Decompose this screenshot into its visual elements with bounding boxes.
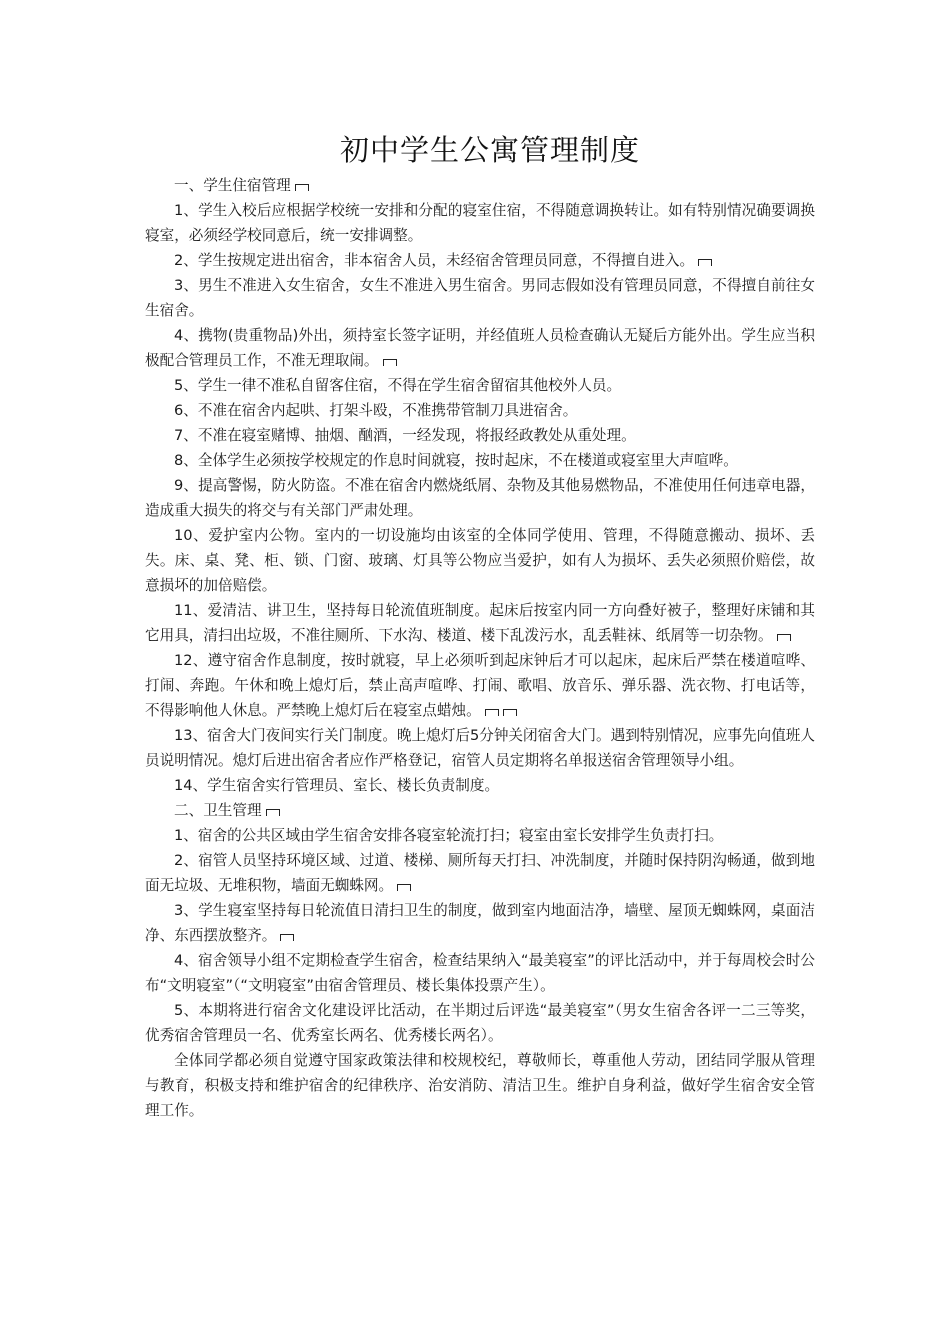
paragraph-mark-icon — [503, 709, 517, 716]
paragraph — [145, 598, 815, 648]
paragraph-text: 4、携物(贵重物品)外出，须持室长签字证明，并经值班人员检查确认无疑后方能外出。学生应当积极配合管理员工作，不准无理取闹。 — [145, 327, 815, 369]
paragraph-text: 9、提高警惕，防火防盗。不准在宿舍内燃烧纸屑、杂物及其他易燃物品，不准使用任何违章电器，造成重大损失的将交与有关部门严肃处理。 — [145, 477, 815, 519]
paragraph-text: 3、学生寝室坚持每日轮流值日清扫卫生的制度，做到室内地面洁净，墙壁、屋顶无蜘蛛网，桌面洁净、东西摆放整齐。 — [145, 902, 815, 944]
paragraph — [145, 273, 815, 323]
paragraph — [145, 898, 815, 948]
paragraph-mark-icon — [698, 259, 712, 266]
paragraph-text: 4、宿舍领导小组不定期检查学生宿舍，检查结果纳入“最美寝室”的评比活动中，并于每周校会时公布“文明寝室”（“文明寝室”由宿舍管理员、楼长集体投票产生）。 — [145, 952, 815, 994]
paragraph-text: 10、爱护室内公物。室内的一切设施均由该室的全体同学使用、管理，不得随意搬动、损坏、丢失。床、桌、凳、柜、锁、门窗、玻璃、灯具等公物应当爱护，如有人为损坏、丢失必须照价赔偿，故意损坏的加倍赔偿。 — [145, 527, 815, 594]
paragraph-text: 5、本期将进行宿舍文化建设评比活动，在半期过后评选“最美寝室”（男女生宿舍各评一二三等奖，优秀宿舍管理员一名、优秀室长两名、优秀楼长两名）。 — [145, 1002, 815, 1044]
paragraph — [145, 798, 815, 823]
paragraph-text: 6、不准在宿舍内起哄、打架斗殴，不准携带管制刀具进宿舍。 — [174, 402, 578, 419]
document-title: 初中学生公寓管理制度 — [339, 133, 640, 167]
paragraph — [145, 648, 815, 723]
paragraph-text: 1、宿舍的公共区域由学生宿舍安排各寝室轮流打扫；寝室由室长安排学生负责打扫。 — [174, 827, 724, 844]
paragraph — [145, 823, 815, 848]
paragraph — [145, 173, 815, 198]
paragraph-text: 全体同学都必须自觉遵守国家政策法律和校规校纪，尊敬师长，尊重他人劳动，团结同学服从管理与教育，积极支持和维护宿舍的纪律秩序、治安消防、清洁卫生。维护自身利益，做好学生宿舍安全管理工作。 — [145, 1052, 815, 1119]
document-body — [145, 173, 815, 1123]
paragraph — [145, 523, 815, 598]
paragraph — [145, 198, 815, 248]
paragraph — [145, 773, 815, 798]
paragraph-text: 5、学生一律不准私自留客住宿，不得在学生宿舍留宿其他校外人员。 — [174, 377, 622, 394]
paragraph — [145, 248, 815, 273]
paragraph-text: 11、爱清洁、讲卫生，坚持每日轮流值班制度。起床后按室内同一方向叠好被子，整理好床铺和其它用具，清扫出垃圾，不准往厕所、下水沟、楼道、楼下乱泼污水，乱丢鞋袜、纸屑等一切杂物。 — [145, 602, 815, 644]
paragraph — [145, 1048, 815, 1123]
paragraph — [145, 373, 815, 398]
paragraph-mark-icon — [266, 809, 280, 816]
paragraph-text: 13、宿舍大门夜间实行关门制度。晚上熄灯后5分钟关闭宿舍大门。遇到特别情况，应事先向值班人员说明情况。熄灯后进出宿舍者应作严格登记，宿管人员定期将名单报送宿舍管理领导小组。 — [145, 727, 815, 769]
paragraph — [145, 948, 815, 998]
paragraph-text: 1、学生入校后应根据学校统一安排和分配的寝室住宿，不得随意调换转让。如有特别情况确要调换寝室，必须经学校同意后，统一安排调整。 — [145, 202, 815, 244]
paragraph-mark-icon — [485, 709, 499, 716]
paragraph-text: 二、卫生管理 — [174, 802, 262, 819]
paragraph — [145, 448, 815, 473]
paragraph — [145, 473, 815, 523]
paragraph — [145, 423, 815, 448]
paragraph — [145, 323, 815, 373]
paragraph-mark-icon — [295, 184, 309, 191]
paragraph — [145, 848, 815, 898]
paragraph-text: 14、学生宿舍实行管理员、室长、楼长负责制度。 — [174, 777, 500, 794]
paragraph-mark-icon — [777, 634, 791, 641]
paragraph-mark-icon — [280, 934, 294, 941]
paragraph-text: 一、学生住宿管理 — [174, 177, 291, 194]
paragraph-mark-icon — [383, 359, 397, 366]
paragraph — [145, 998, 815, 1048]
paragraph-text: 8、全体学生必须按学校规定的作息时间就寝，按时起床，不在楼道或寝室里大声喧哗。 — [174, 452, 738, 469]
paragraph-text: 7、不准在寝室赌博、抽烟、酗酒，一经发现，将报经政教处从重处理。 — [174, 427, 636, 444]
paragraph — [145, 723, 815, 773]
paragraph-text: 12、遵守宿舍作息制度，按时就寝，早上必须听到起床钟后才可以起床，起床后严禁在楼道喧哗、打闹、奔跑。午休和晚上熄灯后，禁止高声喧哗、打闹、歌唱、放音乐、弹乐器、洗衣物、打电话等，不得影响他人休息。严禁晚上熄灯后在寝室点蜡烛。 — [145, 652, 815, 719]
paragraph — [145, 398, 815, 423]
paragraph-text: 3、男生不准进入女生宿舍，女生不准进入男生宿舍。男同志假如没有管理员同意，不得擅自前往女生宿舍。 — [145, 277, 815, 319]
paragraph-text: 2、宿管人员坚持环境区域、过道、楼梯、厕所每天打扫、冲洗制度，并随时保持阴沟畅通，做到地面无垃圾、无堆积物，墙面无蜘蛛网。 — [145, 852, 815, 894]
paragraph-text: 2、学生按规定进出宿舍，非本宿舍人员，未经宿舍管理员同意，不得擅自进入。 — [174, 252, 695, 269]
paragraph-mark-icon — [397, 884, 411, 891]
